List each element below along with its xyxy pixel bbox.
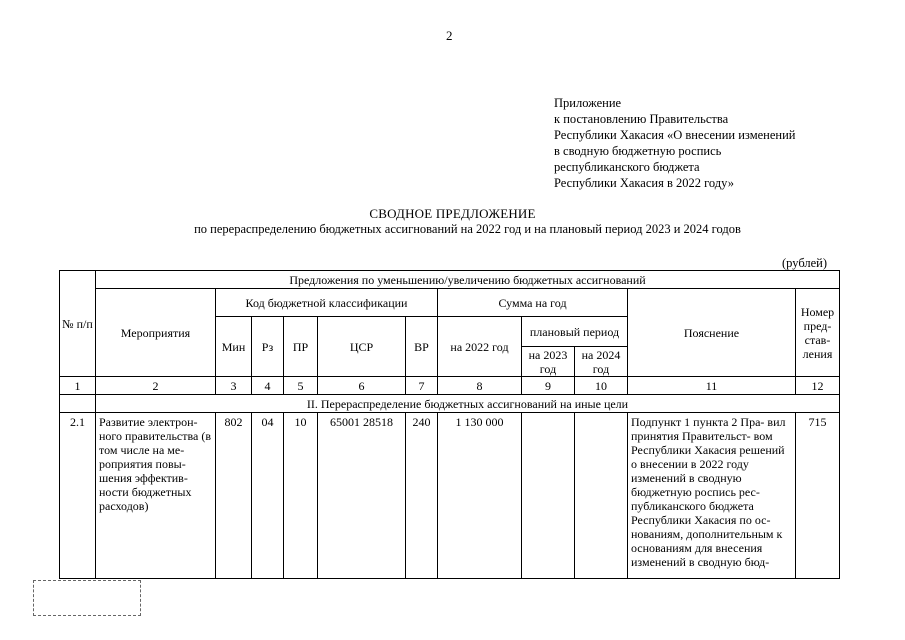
header-sum-group: Сумма на год	[438, 289, 628, 317]
row-y2024	[575, 413, 628, 579]
row-explanation: Подпункт 1 пункта 2 Пра- вил принятия Правительст- вом Республики Хакасия решений о внесении в 2022 году изменений в сводную бюджетную роспись рес- публиканского бюджета Республики Хакасия по ос- нованиям, дополнительным к основаниям для внесения изменений в сводную бюд-	[628, 413, 796, 579]
registration-stamp	[33, 580, 141, 616]
column-index-cell: 10	[575, 377, 628, 395]
header-code-group: Код бюджетной классификации	[216, 289, 438, 317]
column-index-cell: 7	[406, 377, 438, 395]
header-vr: ВР	[406, 317, 438, 377]
header-pr: ПР	[284, 317, 318, 377]
column-index-cell: 6	[318, 377, 406, 395]
table-row	[60, 413, 840, 579]
budget-table	[59, 270, 840, 579]
column-index-row	[60, 377, 840, 395]
header-y2022: на 2022 год	[438, 317, 522, 377]
header-planned: плановый период	[522, 317, 628, 347]
header-row-2	[60, 289, 840, 317]
section-spacer	[60, 395, 96, 413]
column-index-cell: 2	[96, 377, 216, 395]
appendix-block	[554, 95, 795, 191]
header-y2024: на 2024 год	[575, 347, 628, 377]
header-num: № п/п	[60, 271, 96, 377]
appendix-line: Республики Хакасия «О внесении изменений	[554, 128, 796, 142]
section-title: II. Перераспределение бюджетных ассигнований на иные цели	[96, 395, 840, 413]
column-index-cell: 11	[628, 377, 796, 395]
appendix-line: к постановлению Правительства	[554, 112, 729, 126]
row-y2023	[522, 413, 575, 579]
appendix-line: в сводную бюджетную роспись	[554, 144, 722, 158]
row-csr: 65001 28518	[318, 413, 406, 579]
units-label: (рублей)	[782, 256, 828, 270]
row-num: 2.1	[60, 413, 96, 579]
column-index-cell: 3	[216, 377, 252, 395]
column-index-cell: 4	[252, 377, 284, 395]
document-subtitle: по перераспределению бюджетных ассигнований на 2022 год и на плановый период 2023 и 2024 годов	[194, 222, 741, 236]
page-number: 2	[446, 28, 453, 43]
appendix-line: республиканского бюджета	[554, 160, 700, 174]
header-row-1	[60, 271, 840, 289]
header-csr: ЦСР	[318, 317, 406, 377]
column-index-cell: 5	[284, 377, 318, 395]
section-row	[60, 395, 840, 413]
column-index-cell: 8	[438, 377, 522, 395]
row-min: 802	[216, 413, 252, 579]
column-index-cell: 12	[796, 377, 840, 395]
header-proposals: Предложения по уменьшению/увеличению бюджетных ассигнований	[96, 271, 840, 289]
row-y2022: 1 130 000	[438, 413, 522, 579]
row-measure: Развитие электрон- ного правительства (в том числе на ме- роприятия повы- шения эффектив- ности бюджетных расходов)	[96, 413, 216, 579]
header-rz: Рз	[252, 317, 284, 377]
header-y2023: на 2023 год	[522, 347, 575, 377]
row-pr: 10	[284, 413, 318, 579]
header-measures: Мероприятия	[96, 289, 216, 377]
column-index-cell: 1	[60, 377, 96, 395]
header-min: Мин	[216, 317, 252, 377]
document-title: СВОДНОЕ ПРЕДЛОЖЕНИЕ	[369, 206, 536, 221]
header-explanation: Пояснение	[628, 289, 796, 377]
row-repnum: 715	[796, 413, 840, 579]
header-repnum: Номер пред- став- ления	[796, 289, 840, 377]
row-vr: 240	[406, 413, 438, 579]
column-index-cell: 9	[522, 377, 575, 395]
row-rz: 04	[252, 413, 284, 579]
appendix-line: Приложение	[554, 96, 622, 110]
appendix-line: Республики Хакасия в 2022 году»	[554, 176, 734, 190]
